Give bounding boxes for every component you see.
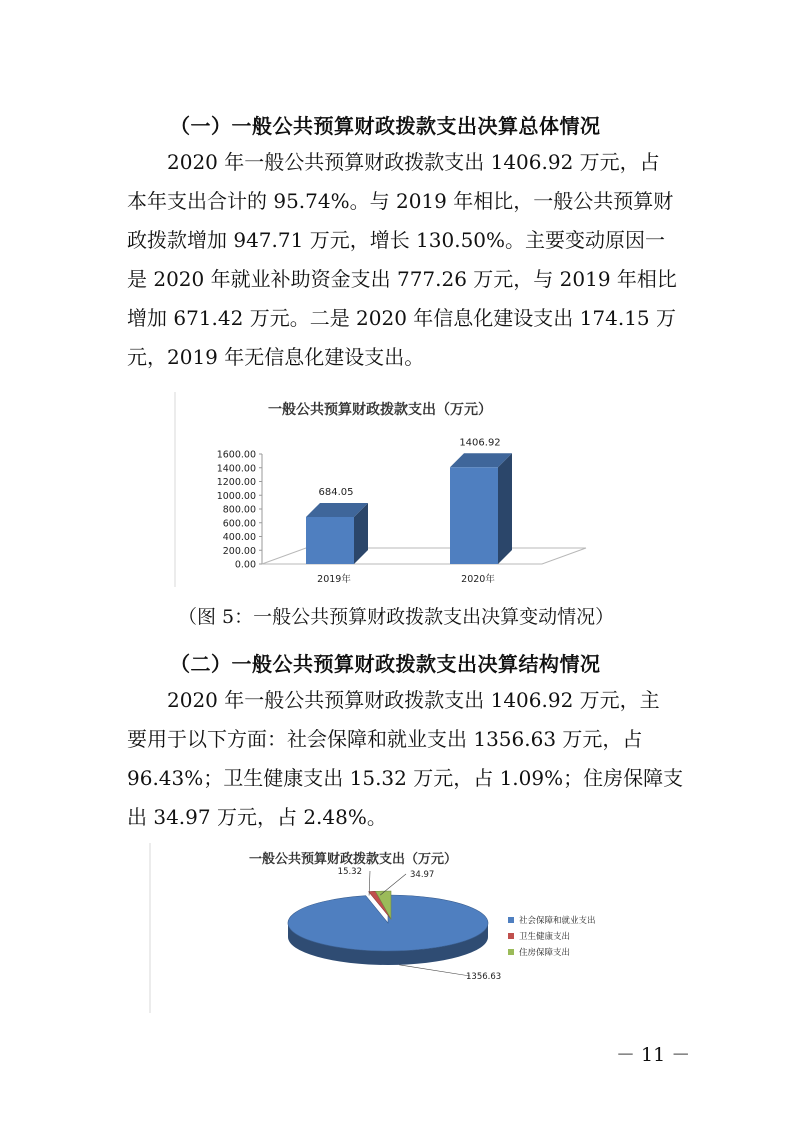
section-2-paragraph — [127, 681, 684, 837]
y-tick-label: 1600.00 — [216, 449, 256, 461]
bar-front — [306, 517, 354, 564]
pie-value-label: 15.32 — [337, 867, 362, 877]
bar-chart — [170, 392, 590, 592]
chart-title: 一般公共预算财政拨款支出（万元） — [268, 402, 492, 418]
y-tick-label: 600.00 — [222, 518, 256, 530]
bar-value-label: 684.05 — [318, 486, 354, 498]
section-1-heading: （一）一般公共预算财政拨款支出决算总体情况 — [170, 114, 601, 138]
y-tick-label: 200.00 — [222, 545, 256, 557]
bar-front — [450, 467, 498, 564]
y-tick-label: 800.00 — [222, 504, 256, 516]
paragraph-line: 2020 年一般公共预算财政拨款支出 1406.92 万元，主 — [127, 688, 660, 712]
y-tick-label: 1400.00 — [216, 463, 256, 475]
chart-title: 一般公共预算财政拨款支出（万元） — [248, 852, 458, 867]
pie-leader-line — [380, 874, 406, 895]
y-tick-label: 1200.00 — [216, 477, 256, 488]
figure-caption: （图 5：一般公共预算财政拨款支出决算变动情况） — [178, 606, 615, 628]
paragraph-line: 要用于以下方面：社会保障和就业支出 1356.63 万元，占 — [127, 727, 643, 751]
pie-leader-line — [399, 965, 470, 976]
paragraph-line: 增加 671.42 万元。二是 2020 年信息化建设支出 174.15 万 — [127, 306, 677, 330]
paragraph-line: 本年支出合计的 95.74%。与 2019 年相比，一般公共预算财 — [127, 189, 674, 213]
paragraph-line: 是 2020 年就业补助资金支出 777.26 万元，与 2019 年相比 — [127, 267, 677, 291]
paragraph-line: 2020 年一般公共预算财政拨款支出 1406.92 万元，占 — [127, 150, 660, 174]
legend-label: 社会保障和就业支出 — [519, 916, 596, 926]
paragraph-line: 政拨款增加 947.71 万元，增长 130.50%。主要变动原因一 — [127, 228, 666, 252]
section-1-paragraph — [127, 143, 677, 377]
paragraph-line: 96.43%；卫生健康支出 15.32 万元，占 1.09%；住房保障支 — [127, 766, 684, 790]
y-tick-label: 1000.00 — [216, 490, 256, 502]
y-tick-label: 0.00 — [234, 559, 256, 571]
legend-label: 住房保障支出 — [519, 948, 571, 958]
legend-swatch — [508, 933, 514, 939]
paragraph-line: 元，2019 年无信息化建设支出。 — [127, 345, 425, 369]
page-number: － 11 － — [616, 1044, 691, 1066]
pie-value-label: 1356.63 — [466, 972, 502, 982]
bar-side — [498, 453, 512, 564]
section-2-heading: （二）一般公共预算财政拨款支出决算结构情况 — [170, 652, 601, 676]
y-tick-label: 400.00 — [222, 532, 256, 543]
bar-value-label: 1406.92 — [459, 437, 501, 449]
x-tick-label: 2019年 — [317, 574, 351, 585]
legend-swatch — [508, 917, 514, 923]
legend-label: 卫生健康支出 — [519, 932, 571, 942]
legend-swatch — [508, 949, 514, 955]
pie-value-label: 34.97 — [410, 870, 435, 880]
pie-chart — [148, 843, 658, 1018]
paragraph-line: 出 34.97 万元，占 2.48%。 — [127, 805, 387, 829]
x-tick-label: 2020年 — [461, 574, 495, 585]
bar-2019年 — [306, 487, 368, 585]
bar-2020年 — [450, 437, 512, 585]
